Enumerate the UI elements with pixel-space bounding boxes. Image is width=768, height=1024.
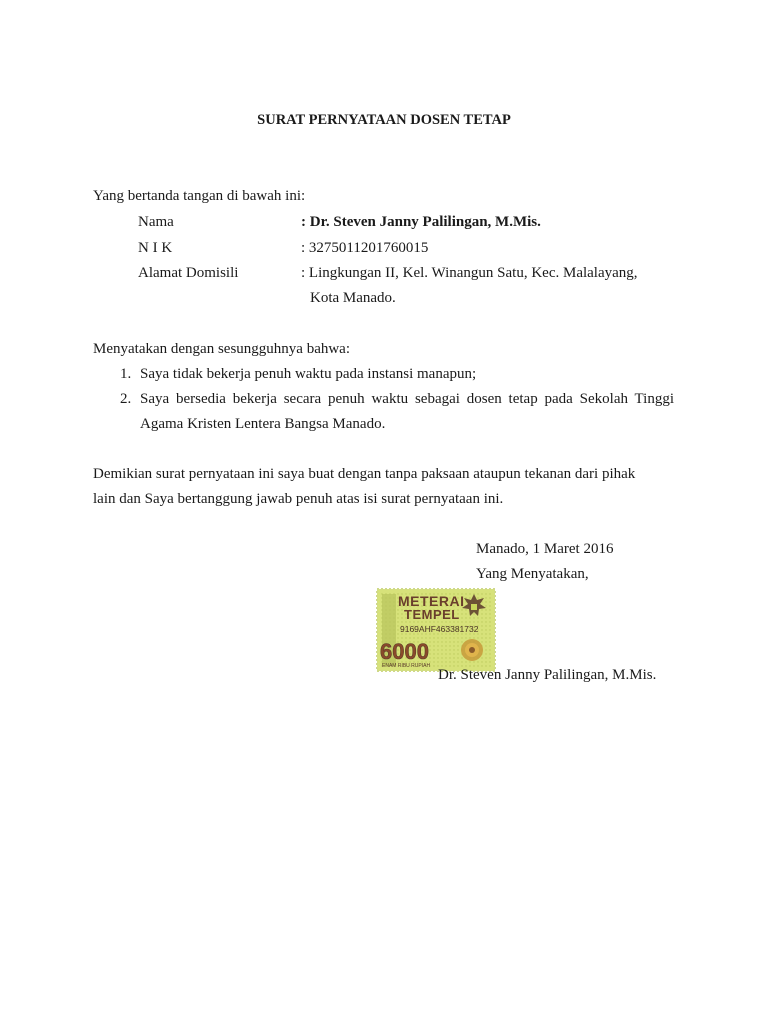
signer-name: Dr. Steven Janny Palilingan, M.Mis. — [438, 667, 657, 683]
statement-intro: Menyatakan dengan sesungguhnya bahwa: — [93, 341, 351, 357]
statement-text-continued: Agama Kristen Lentera Bangsa Manado. — [140, 416, 386, 432]
alamat-label: Alamat Domisili — [138, 265, 239, 281]
statement-number: 2. — [120, 391, 132, 407]
stamp-value: 6000 — [380, 639, 429, 664]
nama-value: : Dr. Steven Janny Palilingan, M.Mis. — [301, 214, 541, 230]
rosette-ornament-icon — [461, 639, 483, 661]
alamat-value-line1: : Lingkungan II, Kel. Winangun Satu, Kec. Malalayang, — [301, 265, 638, 281]
stamp-title-line2: TEMPEL — [404, 607, 460, 622]
stamp-serial: 9169AHF463381732 — [400, 624, 479, 634]
closing-paragraph-line2: lain dan Saya bertanggung jawab penuh atas isi surat pernyataan ini. — [93, 491, 504, 507]
alamat-value-line2: Kota Manado. — [310, 290, 396, 306]
place-date: Manado, 1 Maret 2016 — [476, 541, 614, 557]
nama-label: Nama — [138, 214, 174, 230]
nik-value: : 3275011201760015 — [301, 240, 429, 256]
closing-paragraph-line1: Demikian surat pernyataan ini saya buat dengan tanpa paksaan ataupun tekanan dari pihak — [93, 466, 636, 482]
meterai-stamp — [376, 588, 496, 672]
meterai-stamp-graphic — [376, 588, 496, 672]
statement-text: Saya bersedia bekerja secara penuh waktu sebagai dosen tetap pada Sekolah Tinggi — [140, 391, 674, 407]
stamp-title-line1: METERAI — [398, 593, 465, 609]
stamp-value-words: ENAM RIBU RUPIAH — [382, 663, 431, 669]
signer-role: Yang Menyatakan, — [476, 566, 589, 582]
intro-text: Yang bertanda tangan di bawah ini: — [93, 188, 306, 204]
nik-label: N I K — [138, 240, 173, 256]
statement-text: Saya tidak bekerja penuh waktu pada instansi manapun; — [140, 366, 477, 382]
document-title: SURAT PERNYATAAN DOSEN TETAP — [257, 112, 511, 128]
statement-number: 1. — [120, 366, 132, 382]
